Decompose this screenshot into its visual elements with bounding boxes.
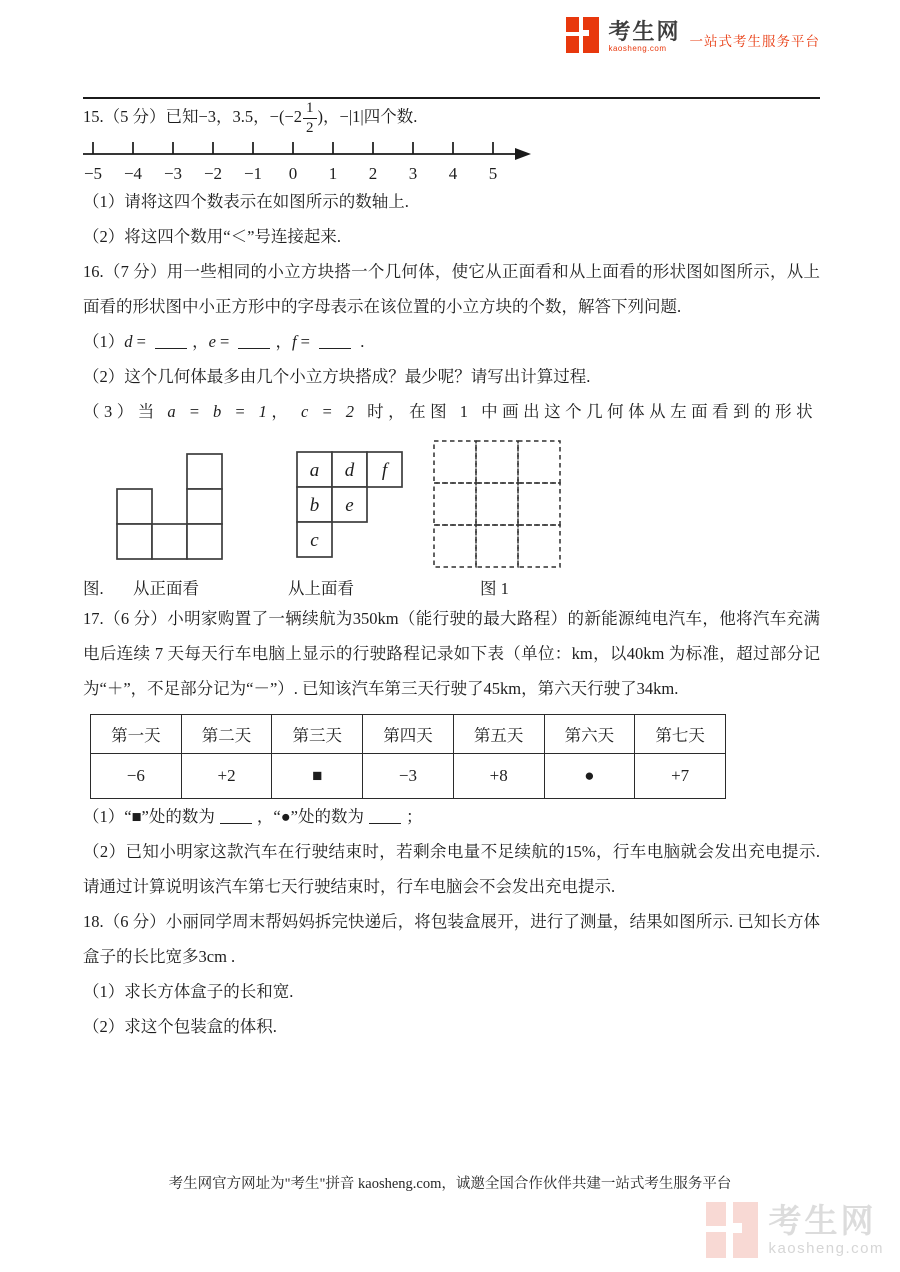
table-header-cell: 第一天 [91, 715, 182, 754]
p16-figures [83, 439, 820, 571]
caption-figure-1: 图 1 [480, 579, 509, 599]
driving-record-table [90, 714, 726, 799]
number-line-labels [84, 164, 497, 183]
tick-label: 2 [368, 164, 378, 184]
p16-question-3 [83, 394, 820, 429]
math-c-equals-2: c = 2 [301, 402, 359, 422]
p16-q3-suffix: 时，在图 1 中画出这个几何体从左面看到的形状 [358, 402, 818, 422]
equals-sign: = [296, 332, 315, 352]
tick-label: 5 [488, 164, 498, 184]
caption-front-view: 从正面看 [133, 579, 199, 599]
p18-question-2: （2）求这个包装盒的体积. [83, 1017, 277, 1037]
comma: ， [275, 332, 292, 352]
fraction-numerator: 1 [303, 100, 317, 119]
p16-q1-prefix: （1） [83, 332, 125, 352]
equals-sign: = [132, 332, 151, 352]
p15-question-2: （2）将这四个数用“＜”号连接起来. [83, 227, 342, 247]
cell-letter-c: c [310, 530, 319, 552]
table-value-cell: ■ [272, 754, 363, 799]
p15-text-after-fraction: )，−|1|四个数. [317, 107, 418, 126]
tick-label: 0 [288, 164, 298, 184]
comma: ， [192, 332, 209, 352]
logo-title: 考生网 [608, 19, 681, 44]
blank-square [220, 809, 252, 824]
blank-d [155, 334, 187, 349]
watermark-domain: kaosheng.com [768, 1240, 884, 1257]
caption-tu: 图. [83, 579, 104, 599]
table-value-cell: −6 [91, 754, 182, 799]
table-header-cell: 第五天 [453, 715, 544, 754]
tick-label: 4 [448, 164, 458, 184]
number-line-figure [83, 138, 535, 184]
logo-wordmark [608, 21, 680, 53]
p16-q3-prefix: （3）当 [83, 402, 168, 422]
var-f: f [291, 332, 297, 352]
period: . [356, 332, 365, 352]
var-e: e [208, 332, 216, 352]
tick-label: −3 [163, 164, 183, 184]
watermark-title: 考生网 [768, 1202, 877, 1239]
table-header-cell: 第二天 [181, 715, 272, 754]
table-value-cell: +8 [453, 754, 544, 799]
table-header-cell: 第四天 [363, 715, 454, 754]
table-value-cell: −3 [363, 754, 454, 799]
exam-content [0, 99, 900, 1044]
logo-slogan: 一站式考生服务平台 [689, 34, 820, 49]
problem-15-statement [83, 99, 820, 136]
p17-q1-part-b: ，“●”处的数为 [256, 807, 364, 827]
watermark-wordmark [768, 1204, 884, 1256]
axis-arrow-icon [515, 148, 531, 160]
p15-question-1: （1）请将这四个数表示在如图所示的数轴上. [83, 192, 409, 212]
cell-letter-f: f [381, 460, 388, 482]
number-line-axis [83, 142, 517, 154]
table-value-cell: +2 [181, 754, 272, 799]
p17-q1-part-a: （1）“■”处的数为 [83, 807, 215, 827]
figure-captions [83, 575, 820, 601]
kaosheng-watermark-icon [706, 1202, 758, 1258]
page-header [83, 0, 820, 99]
tick-label: −2 [203, 164, 223, 184]
p16-question-2: （2）这个几何体最多由几个小立方块搭成？最少呢？请写出计算过程. [83, 367, 591, 387]
problem-16-statement: 16.（7 分）用一些相同的小立方块搭一个几何体，使它从正面看和从上面看的形状图如图所示，从上面看的形状图中小正方形中的字母表示在该位置的小立方块的个数，解答下列问题. [83, 262, 820, 317]
cell-letter-e: e [345, 495, 354, 517]
p17-q1-part-c: ； [406, 807, 423, 827]
equals-sign: = [215, 332, 234, 352]
cell-letter-d: d [344, 460, 355, 482]
table-header-cell: 第六天 [544, 715, 635, 754]
p18-question-1: （1）求长方体盒子的长和宽. [83, 982, 294, 1002]
table-value-row [91, 754, 726, 799]
var-d: d [124, 332, 133, 352]
page-footer [0, 1172, 900, 1193]
footer-text: 考生网官方网址为"考生"拼音 kaosheng.com，诚邀全国合作伙伴共建一站式考生服务平台 [168, 1176, 732, 1192]
table-header-row [91, 715, 726, 754]
front-view-figure [116, 453, 224, 561]
tick-label: −1 [243, 164, 263, 184]
problem-18-statement: 18.（6 分）小丽同学周末帮妈妈拆完快递后，将包装盒展开，进行了测量，结果如图所示. 已知长方体盒子的长比宽多3cm . [83, 912, 820, 967]
table-header-cell: 第七天 [635, 715, 726, 754]
front-view-squares [117, 454, 222, 559]
comma: ， [271, 402, 302, 422]
table-value-cell: +7 [635, 754, 726, 799]
tick-label: −4 [123, 164, 143, 184]
tick-label: 3 [408, 164, 418, 184]
top-view-figure [296, 451, 404, 559]
figure-1-dashed-grid [432, 439, 562, 569]
blank-circle [369, 809, 401, 824]
cell-letter-b: b [309, 495, 320, 517]
p17-question-1 [83, 799, 820, 834]
caption-top-view: 从上面看 [288, 579, 354, 599]
problem-17-statement: 17.（6 分）小明家购置了一辆续航为350km（能行驶的最大路程）的新能源纯电汽车，他将汽车充满电后连续 7 天每天行车电脑上显示的行驶路程记录如下表（单位：km，以40km 为标准，超过部分记为“＋”，不足部分记为“－”）. 已知该汽车第三天行驶了45km，第六天行驶了34km. [83, 609, 820, 699]
fraction-one-half [303, 100, 317, 136]
fraction-denominator: 2 [306, 119, 314, 136]
logo-domain: kaosheng.com [608, 44, 667, 53]
kaosheng-logo [566, 17, 820, 53]
table-value-cell: ● [544, 754, 635, 799]
math-abc-equals-1: a = b = 1 [167, 402, 272, 422]
p17-question-2: （2）已知小明家这款汽车在行驶结束时，若剩余电量不足续航的15%，行车电脑就会发出充电提示. 请通过计算说明该汽车第七天行驶结束时，行车电脑会不会发出充电提示. [83, 842, 820, 897]
blank-e [238, 334, 270, 349]
kaosheng-logo-icon [566, 17, 599, 53]
dashed-grid-cells [434, 441, 560, 567]
p15-text-before-fraction: 15.（5 分）已知−3，3.5，−(−2 [83, 107, 303, 126]
kaosheng-watermark [706, 1202, 884, 1258]
cell-letter-a: a [309, 460, 320, 482]
blank-f [319, 334, 351, 349]
table-header-cell: 第三天 [272, 715, 363, 754]
p16-question-1 [83, 324, 820, 359]
tick-label: 1 [328, 164, 338, 184]
tick-label: −5 [83, 164, 103, 184]
